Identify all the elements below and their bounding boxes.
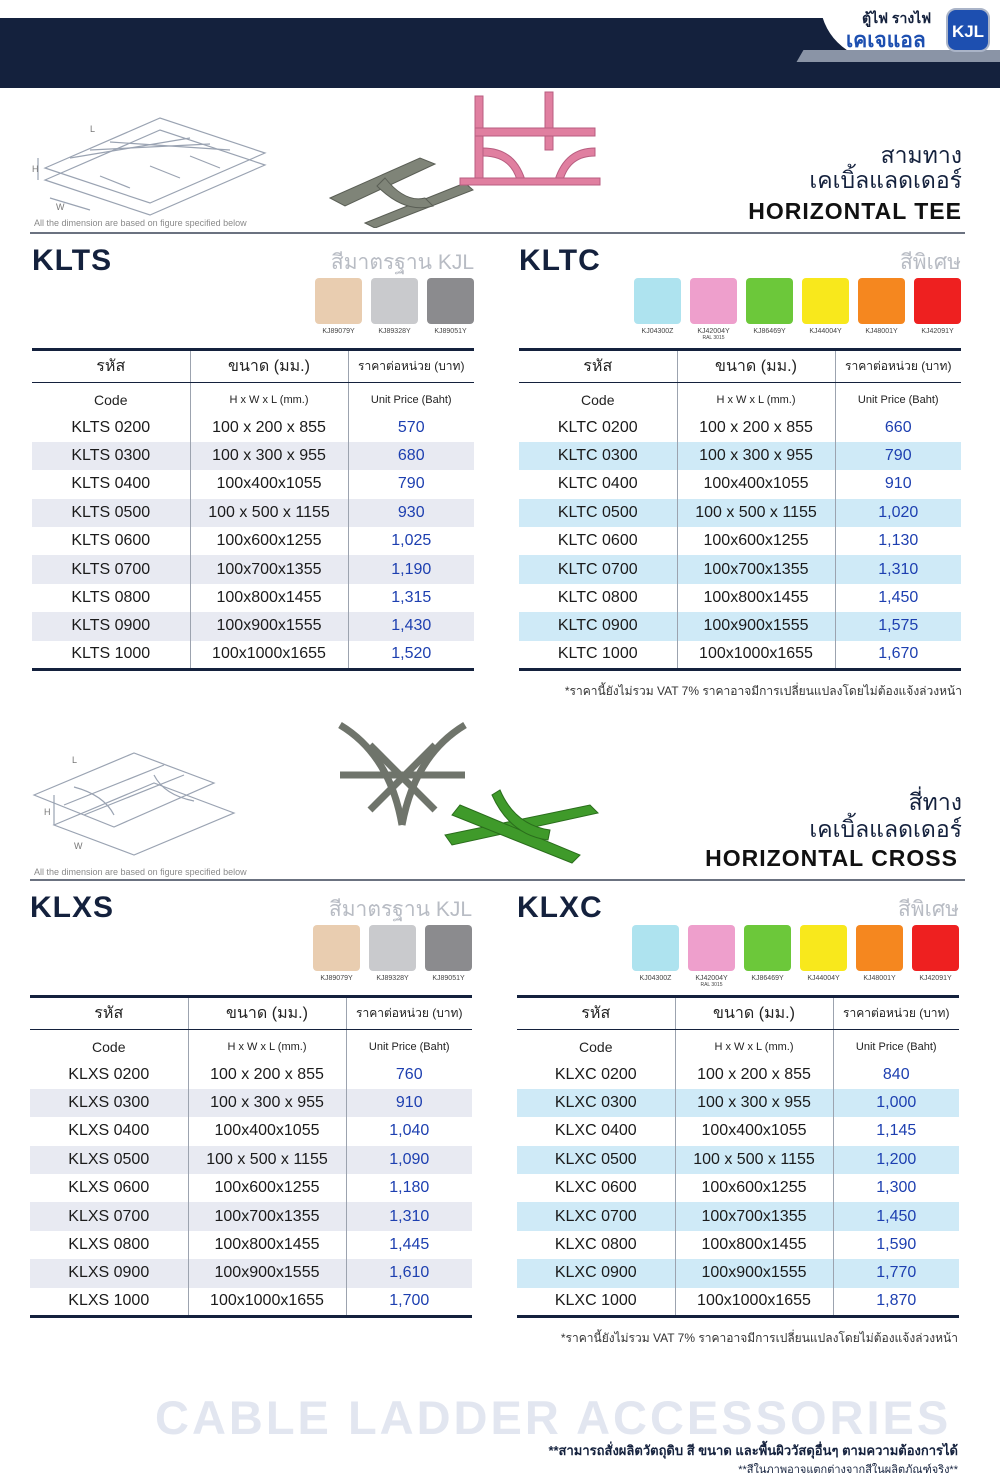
tee-gray-photo [325, 128, 475, 228]
color-swatches [632, 925, 959, 988]
swatch-box [688, 925, 735, 971]
cell-dimension: 100x400x1055 [675, 1117, 833, 1145]
cell-dimension: 100 x 500 x 1155 [677, 499, 835, 527]
cell-code: KLXS 0400 [30, 1117, 188, 1145]
table-row [32, 555, 474, 583]
svg-text:L: L [90, 124, 96, 134]
cell-price: 1,000 [833, 1089, 959, 1117]
cell-price: 1,040 [389, 1122, 430, 1140]
cell-dimension: 100 x 200 x 855 [190, 414, 348, 442]
cell-code: KLXC 0900 [517, 1259, 675, 1287]
price-table [32, 348, 474, 671]
cell-code: KLTS 0600 [32, 527, 190, 555]
svg-text:H: H [44, 807, 51, 817]
color-label: สีพิเศษ [897, 898, 959, 921]
swatch-box [425, 925, 472, 971]
header-code-en: Code [519, 383, 677, 414]
swatch-box [802, 278, 849, 324]
cell-code: KLXS 0700 [30, 1202, 188, 1230]
color-swatches [634, 278, 961, 341]
table-row [519, 414, 961, 442]
header-dim-th: ขนาด (มม.) [677, 350, 835, 383]
swatch-code: KJ89328Y [376, 975, 409, 982]
table-row [30, 1288, 472, 1316]
cell-price: 790 [835, 442, 961, 470]
cell-code: KLTC 0800 [519, 584, 677, 612]
swatch-code: KJ42091Y [921, 328, 954, 335]
table-row [32, 414, 474, 442]
cell-dimension: 100x600x1255 [677, 527, 835, 555]
swatch-code: KJ89079Y [320, 975, 353, 982]
swatch-code: KJ86469Y [751, 975, 784, 982]
header-code-en: Code [30, 1030, 188, 1061]
cell-code: KLXC 0800 [517, 1231, 675, 1259]
cell-code: KLXS 0800 [30, 1231, 188, 1259]
table-row [32, 641, 474, 669]
figure-note: All the dimension are based on figure specified below [34, 867, 247, 877]
brand-tagline: ตู้ไฟ รางไฟ [862, 10, 932, 26]
swatch-code: KJ48001Y [863, 975, 896, 982]
swatch-box [914, 278, 961, 324]
cell-dimension: 100x400x1055 [677, 470, 835, 498]
table-row [519, 612, 961, 640]
color-swatch [912, 925, 959, 988]
brand-logo-group [842, 6, 992, 56]
cell-code: KLXC 1000 [517, 1288, 675, 1316]
section-divider [30, 879, 965, 881]
cell-dimension: 100x900x1555 [188, 1259, 346, 1287]
color-swatch [858, 278, 905, 341]
title-th-line2: เคเบิ้ลแลดเดอร์ [809, 816, 962, 842]
cell-price: 1,025 [391, 532, 432, 550]
header-dim-th: ขนาด (มม.) [188, 997, 346, 1030]
cell-code: KLTS 0800 [32, 584, 190, 612]
footer-note-color-disclaimer: **สีในภาพอาจแตกต่างจากสีในผลิตภัณฑ์จริง** [738, 1464, 958, 1476]
cell-price: 760 [395, 1065, 423, 1083]
cell-dimension: 100x1000x1655 [675, 1288, 833, 1316]
cell-code: KLXC 0300 [517, 1089, 675, 1117]
cell-dimension: 100x1000x1655 [677, 641, 835, 669]
color-swatch [313, 925, 360, 982]
table-row [519, 499, 961, 527]
cell-dimension: 100x800x1455 [188, 1231, 346, 1259]
cell-price: 1,315 [391, 589, 432, 607]
cell-code: KLTC 0900 [519, 612, 677, 640]
price-table [517, 995, 959, 1318]
swatch-box [371, 278, 418, 324]
table-row [32, 499, 474, 527]
cell-code: KLTS 1000 [32, 641, 190, 669]
swatch-code: KJ44004Y [807, 975, 840, 982]
table-row [517, 1117, 959, 1145]
swatch-sub: RAL 3015 [702, 335, 725, 341]
cell-price: 930 [348, 499, 474, 527]
cell-price: 1,300 [876, 1179, 917, 1197]
color-swatches [315, 278, 474, 335]
cell-code: KLTC 0200 [519, 414, 677, 442]
cell-dimension: 100 x 500 x 1155 [188, 1146, 346, 1174]
cell-price: 1,430 [348, 612, 474, 640]
cell-price: 1,770 [833, 1259, 959, 1287]
cell-price: 1,575 [835, 612, 961, 640]
color-swatch [371, 278, 418, 335]
swatch-box [369, 925, 416, 971]
swatch-box [690, 278, 737, 324]
title-th-line2: เคเบิ้ลแลดเดอร์ [809, 167, 962, 193]
cell-dimension: 100x400x1055 [190, 470, 348, 498]
header-code-th: รหัส [517, 997, 675, 1030]
table-row [32, 470, 474, 498]
cell-code: KLTS 0900 [32, 612, 190, 640]
cell-dimension: 100x700x1355 [188, 1202, 346, 1230]
swatch-code: KJ42004Y [697, 328, 730, 335]
product-code-title: KLXS [30, 891, 115, 924]
color-swatch [800, 925, 847, 988]
cell-price: 680 [348, 442, 474, 470]
table-row [519, 527, 961, 555]
cell-dimension: 100x800x1455 [677, 584, 835, 612]
price-table [519, 348, 961, 671]
footer-banner: CABLE LADDER ACCESSORIES [155, 1391, 952, 1444]
table-row [32, 442, 474, 470]
cell-dimension: 100x600x1255 [188, 1174, 346, 1202]
color-swatch [369, 925, 416, 982]
header-dim-en: H x W x L (mm.) [190, 383, 348, 414]
cell-dimension: 100x900x1555 [190, 612, 348, 640]
swatch-box [632, 925, 679, 971]
cell-dimension: 100x700x1355 [190, 555, 348, 583]
table-row [32, 612, 474, 640]
swatch-box [315, 278, 362, 324]
table-row [30, 1117, 472, 1145]
header-dim-th: ขนาด (มม.) [190, 350, 348, 383]
tee-dimension-figure [30, 98, 270, 228]
vat-note: *ราคานี้ยังไม่รวม VAT 7% ราคาอาจมีการเปลี่ยนแปลงโดยไม่ต้องแจ้งล่วงหน้า [560, 1331, 958, 1345]
table-row [32, 584, 474, 612]
swatch-box [313, 925, 360, 971]
swatch-box [856, 925, 903, 971]
cell-price: 910 [884, 475, 912, 493]
svg-text:L: L [72, 755, 78, 765]
price-table [30, 995, 472, 1318]
cell-dimension: 100 x 300 x 955 [677, 442, 835, 470]
cell-code: KLTC 0400 [519, 470, 677, 498]
table-row [30, 1089, 472, 1117]
cell-code: KLXC 0400 [517, 1117, 675, 1145]
table-row [32, 527, 474, 555]
header-dim-th: ขนาด (มม.) [675, 997, 833, 1030]
cell-code: KLTC 0600 [519, 527, 677, 555]
header-code-en: Code [517, 1030, 675, 1061]
cell-price: 1,700 [346, 1288, 472, 1316]
cell-price: 1,450 [878, 589, 919, 607]
brand-name: เคเจแอล [846, 29, 926, 52]
table-row [30, 1202, 472, 1230]
swatch-code: KJ48001Y [865, 328, 898, 335]
table-row [519, 555, 961, 583]
swatch-code: KJ89051Y [434, 328, 467, 335]
swatch-box [858, 278, 905, 324]
color-swatch [634, 278, 681, 341]
table-row [517, 1089, 959, 1117]
cell-dimension: 100x400x1055 [188, 1117, 346, 1145]
cell-price: 1,310 [346, 1202, 472, 1230]
swatch-box [912, 925, 959, 971]
table-row [519, 584, 961, 612]
product-code-title: KLXC [517, 891, 603, 924]
table-row [517, 1288, 959, 1316]
cell-price: 1,020 [835, 499, 961, 527]
table-row [519, 641, 961, 669]
cell-code: KLTC 1000 [519, 641, 677, 669]
title-th-line1: สี่ทาง [908, 789, 962, 815]
table-row [30, 1259, 472, 1287]
cross-dimension-figure [14, 735, 254, 865]
cell-code: KLXC 0700 [517, 1202, 675, 1230]
cell-price: 1,130 [878, 532, 919, 550]
cell-price: 1,145 [876, 1122, 917, 1140]
svg-text:H: H [32, 164, 39, 174]
cell-dimension: 100x1000x1655 [190, 641, 348, 669]
cell-code: KLTS 0500 [32, 499, 190, 527]
swatch-code: KJ04300Z [639, 975, 672, 982]
title-th-line1: สามทาง [880, 142, 962, 168]
cell-code: KLXS 0300 [30, 1089, 188, 1117]
cell-price: 570 [397, 418, 425, 436]
cell-price: 1,870 [833, 1288, 959, 1316]
cell-price: 1,450 [833, 1202, 959, 1230]
color-label: สีมาตรฐาน KJL [330, 251, 474, 274]
table-row [517, 1174, 959, 1202]
cell-code: KLTS 0700 [32, 555, 190, 583]
cell-dimension: 100 x 200 x 855 [677, 414, 835, 442]
table-row [517, 1146, 959, 1174]
color-swatch [315, 278, 362, 335]
header-dim-en: H x W x L (mm.) [677, 383, 835, 414]
header-code-th: รหัส [30, 997, 188, 1030]
cell-price: 1,445 [389, 1236, 430, 1254]
table-row [517, 1231, 959, 1259]
cell-dimension: 100 x 300 x 955 [675, 1089, 833, 1117]
header-price-en: Unit Price (Baht) [857, 394, 939, 407]
color-swatch [425, 925, 472, 982]
swatch-box [800, 925, 847, 971]
color-swatch [632, 925, 679, 988]
cell-dimension: 100x800x1455 [190, 584, 348, 612]
header-dim-en: H x W x L (mm.) [188, 1030, 346, 1061]
cell-dimension: 100 x 500 x 1155 [675, 1146, 833, 1174]
swatch-code: KJ44004Y [809, 328, 842, 335]
color-swatch [856, 925, 903, 988]
cell-dimension: 100x1000x1655 [188, 1288, 346, 1316]
swatch-code: KJ89079Y [322, 328, 355, 335]
cell-dimension: 100 x 300 x 955 [188, 1089, 346, 1117]
kjl-logo-icon: KJL [946, 8, 990, 52]
swatch-code: KJ86469Y [753, 328, 786, 335]
vat-note: *ราคานี้ยังไม่รวม VAT 7% ราคาอาจมีการเปลี่ยนแปลงโดยไม่ต้องแจ้งล่วงหน้า [564, 684, 962, 698]
swatch-code: KJ04300Z [641, 328, 674, 335]
tee-pink-photo [455, 88, 605, 188]
header-code-en: Code [32, 383, 190, 414]
table-row [517, 1061, 959, 1089]
cell-price: 1,520 [348, 641, 474, 669]
swatch-box [634, 278, 681, 324]
color-swatch [744, 925, 791, 988]
cell-dimension: 100 x 500 x 1155 [190, 499, 348, 527]
cell-code: KLXC 0500 [517, 1146, 675, 1174]
color-swatch [914, 278, 961, 341]
cell-dimension: 100x700x1355 [677, 555, 835, 583]
cell-dimension: 100x900x1555 [677, 612, 835, 640]
figure-note: All the dimension are based on figure specified below [34, 218, 247, 228]
table-row [30, 1174, 472, 1202]
cell-price: 840 [882, 1065, 910, 1083]
footer-note-custom-order: **สามารถสั่งผลิตวัตถุดิบ สี ขนาด และพื้นผิววัสดุอื่นๆ ตามความต้องการได้ [548, 1443, 958, 1458]
cell-code: KLXS 1000 [30, 1288, 188, 1316]
header-price-th: ราคาต่อหน่วย (บาท) [346, 997, 472, 1030]
cell-code: KLTC 0700 [519, 555, 677, 583]
cell-code: KLTS 0200 [32, 414, 190, 442]
color-swatch [746, 278, 793, 341]
cell-price: 790 [397, 475, 425, 493]
color-swatch [802, 278, 849, 341]
cell-price: 1,190 [348, 555, 474, 583]
section-divider [30, 232, 965, 234]
cell-dimension: 100x800x1455 [675, 1231, 833, 1259]
swatch-box [427, 278, 474, 324]
cell-dimension: 100x900x1555 [675, 1259, 833, 1287]
table-row [517, 1202, 959, 1230]
cell-price: 1,310 [835, 555, 961, 583]
cell-dimension: 100x600x1255 [190, 527, 348, 555]
title-en: HORIZONTAL CROSS [705, 845, 958, 871]
color-label: สีพิเศษ [899, 251, 961, 274]
cell-code: KLXS 0900 [30, 1259, 188, 1287]
header-code-th: รหัส [32, 350, 190, 383]
color-swatches [313, 925, 472, 982]
svg-text:W: W [74, 841, 83, 851]
cell-code: KLXC 0600 [517, 1174, 675, 1202]
cell-dimension: 100 x 300 x 955 [190, 442, 348, 470]
color-label: สีมาตรฐาน KJL [328, 898, 472, 921]
swatch-code: KJ42091Y [919, 975, 952, 982]
cross-green-photo [440, 785, 600, 875]
swatch-code: KJ89328Y [378, 328, 411, 335]
table-row [519, 442, 961, 470]
swatch-sub: RAL 3015 [700, 982, 723, 988]
table-row [30, 1231, 472, 1259]
cell-code: KLXS 0200 [30, 1061, 188, 1089]
cell-code: KLXS 0500 [30, 1146, 188, 1174]
color-swatch [427, 278, 474, 335]
header-price-en: Unit Price (Baht) [370, 394, 452, 407]
product-code-title: KLTC [519, 244, 601, 277]
header-price-th: ราคาต่อหน่วย (บาท) [833, 997, 959, 1030]
cell-code: KLTS 0400 [32, 470, 190, 498]
swatch-code: KJ89051Y [432, 975, 465, 982]
cell-code: KLTC 0500 [519, 499, 677, 527]
cell-price: 1,180 [389, 1179, 430, 1197]
svg-text:W: W [56, 202, 65, 212]
header-code-th: รหัส [519, 350, 677, 383]
swatch-code: KJ42004Y [695, 975, 728, 982]
cell-dimension: 100 x 200 x 855 [675, 1061, 833, 1089]
cell-code: KLXS 0600 [30, 1174, 188, 1202]
header-price-th: ราคาต่อหน่วย (บาท) [348, 350, 474, 383]
table-row [30, 1146, 472, 1174]
cell-price: 1,200 [833, 1146, 959, 1174]
cell-code: KLXC 0200 [517, 1061, 675, 1089]
table-row [517, 1259, 959, 1287]
cell-dimension: 100x600x1255 [675, 1174, 833, 1202]
cell-code: KLTS 0300 [32, 442, 190, 470]
cell-price: 660 [884, 418, 912, 436]
swatch-box [744, 925, 791, 971]
table-row [519, 470, 961, 498]
header-price-th: ราคาต่อหน่วย (บาท) [835, 350, 961, 383]
product-code-title: KLTS [32, 244, 113, 277]
header-price-en: Unit Price (Baht) [855, 1041, 937, 1054]
header-price-en: Unit Price (Baht) [368, 1041, 450, 1054]
cell-price: 1,670 [835, 641, 961, 669]
cell-dimension: 100 x 200 x 855 [188, 1061, 346, 1089]
swatch-box [746, 278, 793, 324]
header-dim-en: H x W x L (mm.) [675, 1030, 833, 1061]
table-row [30, 1061, 472, 1089]
cell-price: 1,610 [346, 1259, 472, 1287]
cell-price: 1,090 [346, 1146, 472, 1174]
cell-dimension: 100x700x1355 [675, 1202, 833, 1230]
color-swatch [690, 278, 737, 341]
cell-code: KLTC 0300 [519, 442, 677, 470]
color-swatch [688, 925, 735, 988]
title-en: HORIZONTAL TEE [748, 198, 962, 224]
cell-price: 1,590 [876, 1236, 917, 1254]
cell-price: 910 [346, 1089, 472, 1117]
